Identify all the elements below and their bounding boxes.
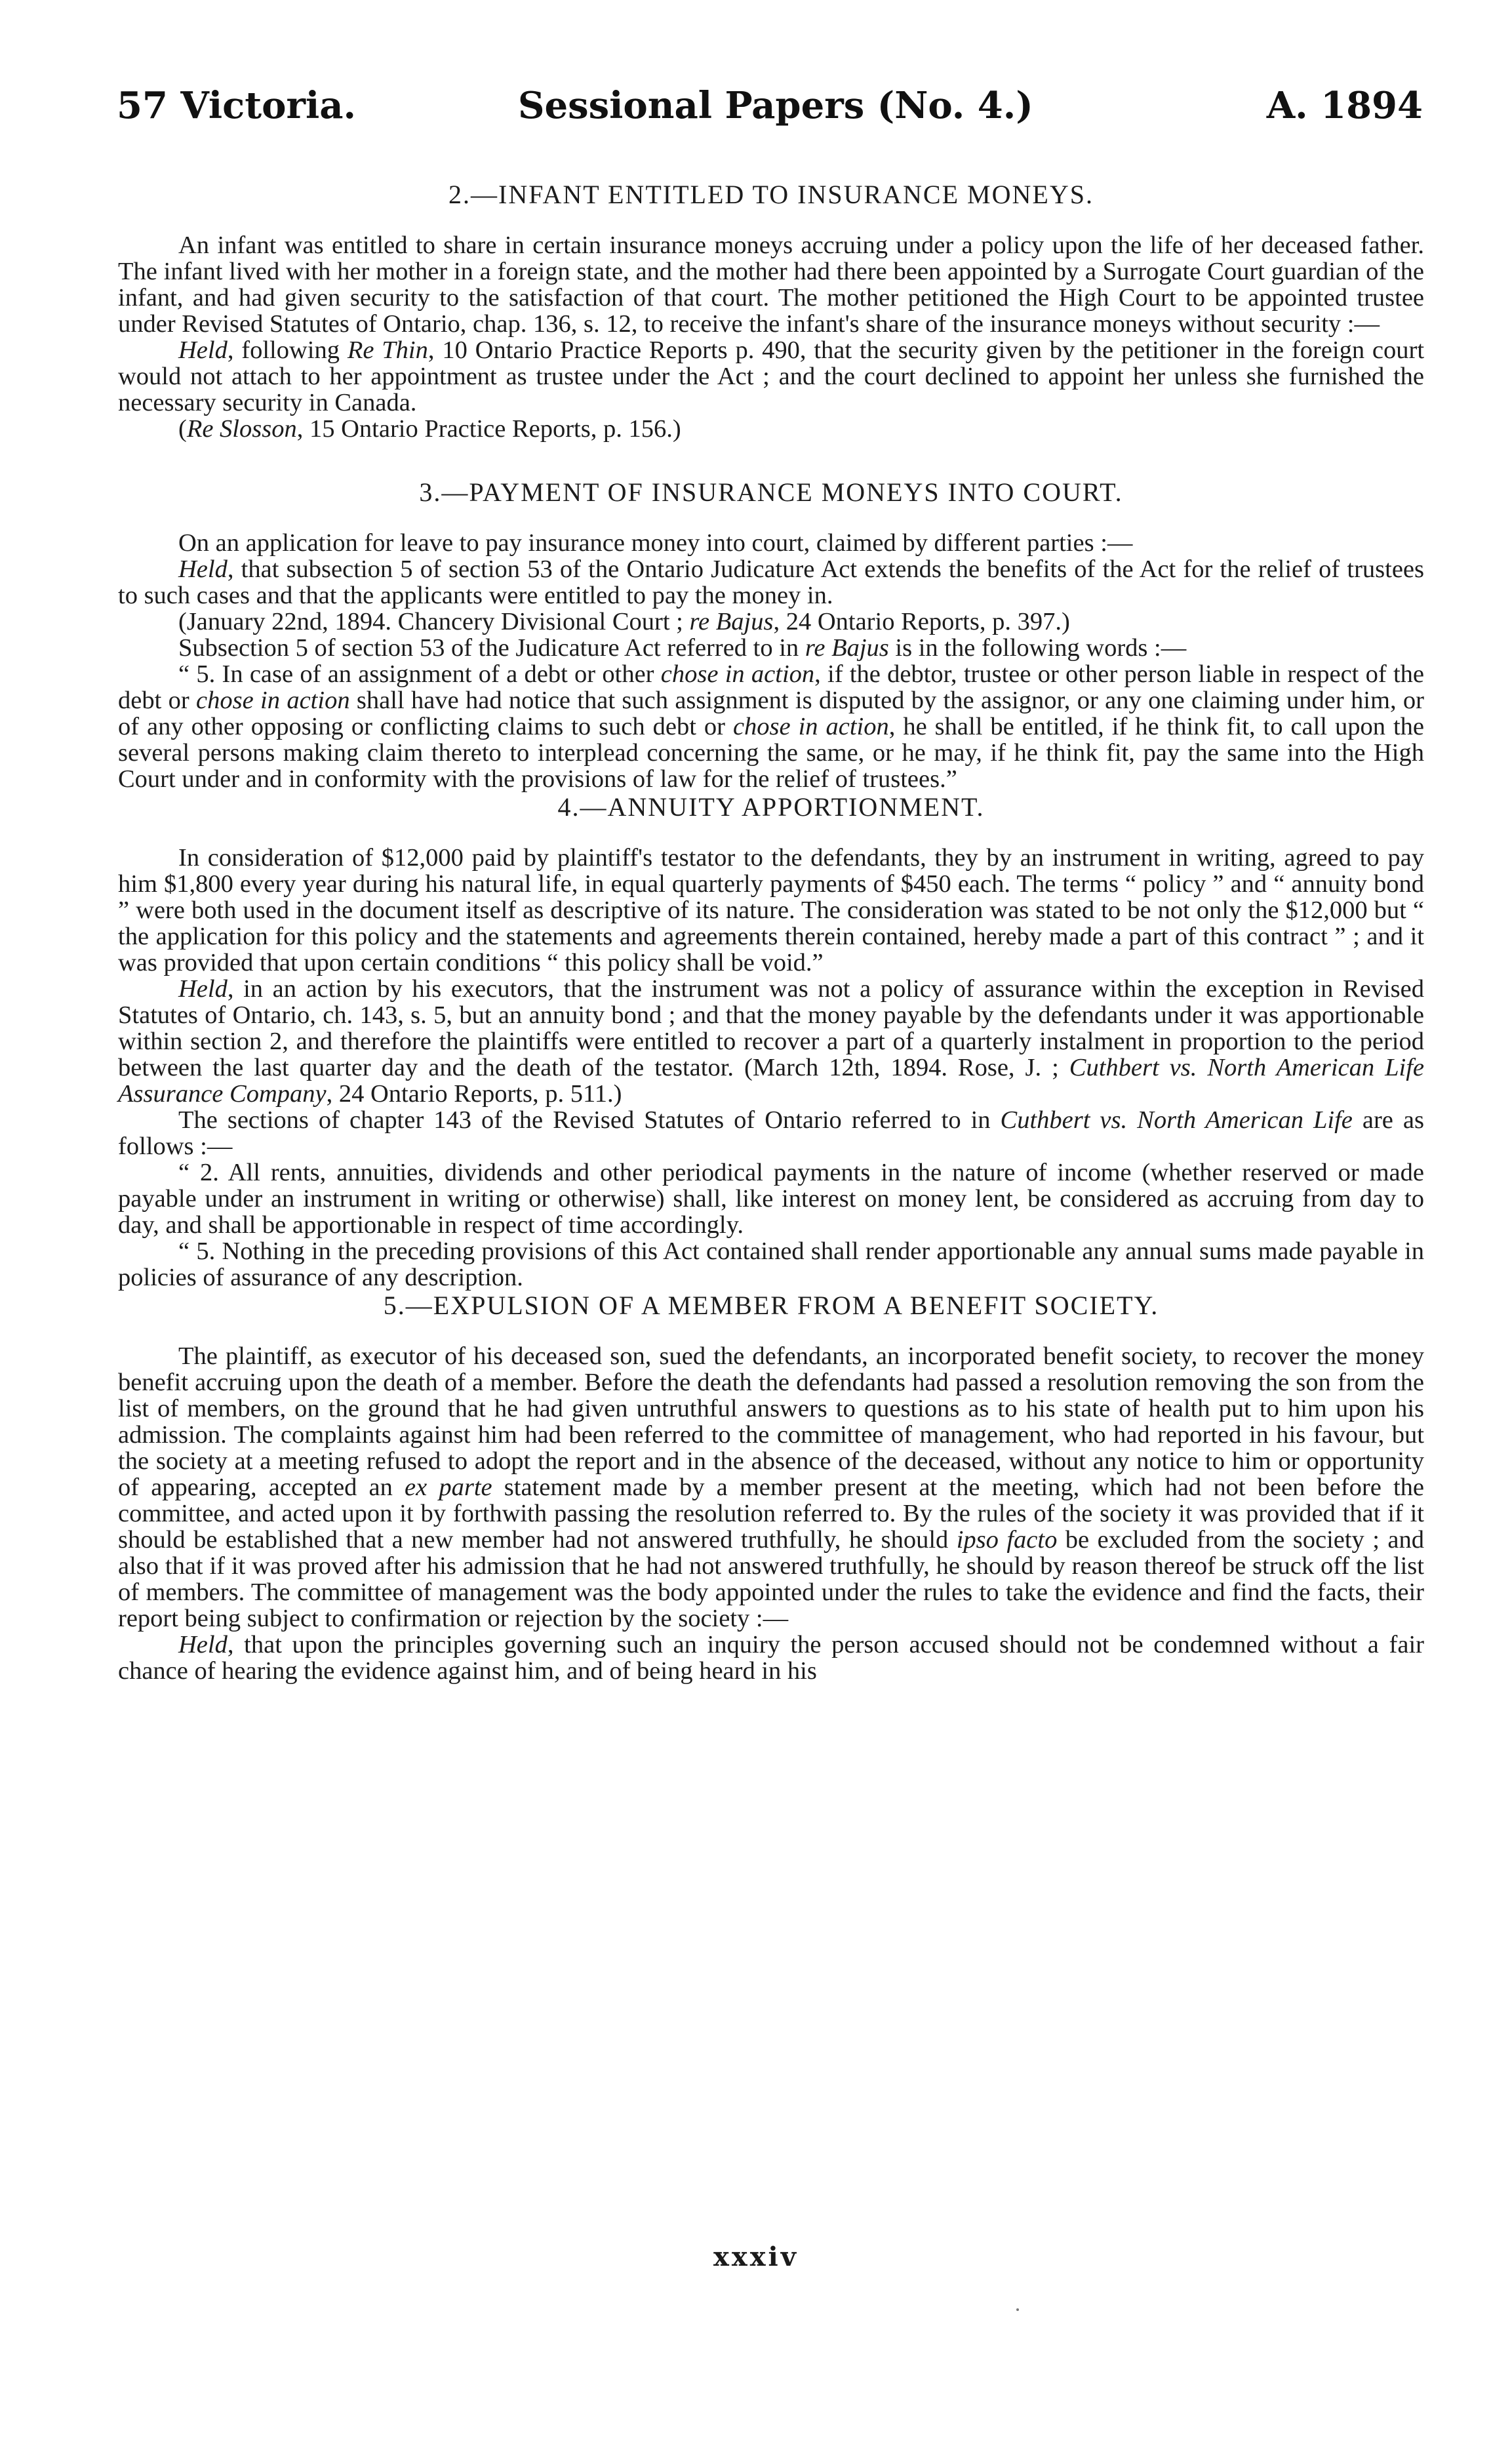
section-4-paragraph-2 [118, 976, 1424, 1107]
section-3-statute-quote [118, 661, 1424, 792]
text-run: “ 5. In case of an assignment of a debt or other [178, 660, 661, 688]
section-2-citation [118, 416, 1424, 442]
text-run: Subsection 5 of section 53 of the Judicature Act referred to in [178, 634, 805, 662]
text-run: be excluded from the society ; and also that if it was proved after his admission that he had not answered truthfully, he should by reason thereof be struck off the list of members. The committee of management was the body appointed under the rules to take the evidence and find the facts, their report being subject to confirmation or rejection by the society :— [118, 1526, 1424, 1632]
text-run: ( [178, 415, 187, 443]
section-2-paragraph-1: An infant was entitled to share in certain insurance moneys accruing under a policy upon the life of her deceased father. The infant lived with her mother in a foreign state, and the mother had there been appointed by a Surrogate Court guardian of the infant, and had given security to the satisfaction of that court. The mother petitioned the High Court to be appointed trustee under Revised Statutes of Ontario, chap. 136, s. 12, to receive the infant's share of the insurance moneys without security :— [118, 231, 1424, 338]
held-word: Held [178, 555, 228, 583]
section-4-statute-quote-2: “ 2. All rents, annuities, dividends and other periodical payments in the nature of income (whether reserved or made payable under an instrument in writing or otherwise) shall, like interest on money lent, be considered as accruing from day to day, and shall be apportionable in respect of time accordingly. [118, 1159, 1424, 1239]
text-run: , that upon the principles governing such an inquiry the person accused should not be condemned without a fair chance of hearing the evidence against him, and of being heard in his [118, 1631, 1424, 1685]
held-word: Held [178, 975, 228, 1003]
page-number: xxxiv [713, 2241, 799, 2272]
body-text [118, 176, 1424, 1684]
case-name: Re Slosson [186, 415, 297, 443]
case-name: Cuthbert vs. North American Life [1000, 1106, 1353, 1134]
latin-term: chose in action [732, 713, 889, 740]
section-heading-5: 5.—EXPULSION OF A MEMBER FROM A BENEFIT SOCIETY. [383, 1291, 1159, 1320]
section-3-paragraph-1: On an application for leave to pay insurance money into court, claimed by different parties :— [178, 529, 1133, 557]
held-word: Held [178, 1631, 228, 1658]
section-heading-4: 4.—ANNUITY APPORTIONMENT. [557, 792, 985, 822]
running-head [117, 84, 1423, 143]
text-run: is in the following words :— [888, 634, 1187, 662]
case-name: Re Thin [347, 336, 428, 364]
text-run: , following [227, 336, 348, 364]
latin-term: chose in action [196, 687, 350, 714]
held-word: Held [178, 336, 228, 364]
text-run: The plaintiff, as executor of his deceased son, sued the defendants, an incorporated benefit society, to recover the money benefit accruing upon the death of a member. Before the death the defendants had passed a resolution removing the son from the list of members, on the ground that he had given untruthful answers to questions as to his state of health put to him upon his admission. The complaints against him had been referred to the committee of management, who had reported in his favour, but the society at a meeting refused to adopt the report and in the absence of the deceased, without any notice to him or opportunity of appearing, accepted an [118, 1342, 1424, 1501]
latin-term: chose in action [660, 660, 815, 688]
text-run: , 24 Ontario Reports, p. 397.) [773, 608, 1070, 635]
latin-term: ex parte [405, 1474, 492, 1501]
header-volume: 57 Victoria. [117, 84, 357, 127]
section-2-paragraph-2 [118, 337, 1424, 416]
section-4-paragraph-3 [118, 1107, 1424, 1159]
section-4-statute-quote-5: “ 5. Nothing in the preceding provisions of this Act contained shall render apportionable any annual sums made payable in policies of assurance of any description. [118, 1237, 1424, 1291]
text-run: , if the debtor, trustee or other person liable in respect of the debt or [118, 660, 1424, 714]
case-name: Cuthbert vs. North American Life Assurance Company [118, 1054, 1424, 1108]
text-run: statement made by a member present at the meeting, which had not been before the committee, and acted upon it by forthwith passing the resolution referred to. By the rules of the society it was provided that if it should be established that a new member had not answered truthfully, he should [118, 1474, 1424, 1554]
text-run: , 10 Ontario Practice Reports p. 490, that the security given by the petitioner in the foreign court would not attach to her appointment as trustee under the Act ; and the court declined to appoint her unless she furnished the necessary security in Canada. [118, 336, 1425, 416]
section-5-paragraph-2 [118, 1632, 1424, 1684]
text-run: shall have had notice that such assignment is disputed by the assignor, or any one claiming under him, or of any other opposing or conflicting claims to such debt or [118, 687, 1424, 740]
section-heading-3: 3.—PAYMENT OF INSURANCE MONEYS INTO COURT. [419, 477, 1123, 507]
latin-term: ipso facto [956, 1526, 1058, 1554]
text-run: , 24 Ontario Reports, p. 511.) [326, 1080, 622, 1108]
case-name: re Bajus [805, 634, 889, 662]
section-heading-2: 2.—INFANT ENTITLED TO INSURANCE MONEYS. [448, 180, 1094, 209]
text-run: , that subsection 5 of section 53 of the Ontario Judicature Act extends the benefits of the Act for the relief of trustees to such cases and that the applicants were entitled to pay the money in. [118, 555, 1424, 609]
text-run: The sections of chapter 143 of the Revised Statutes of Ontario referred to in [178, 1106, 1001, 1134]
section-3-paragraph-2 [118, 556, 1424, 609]
section-3-paragraph-4 [118, 635, 1424, 661]
text-run: are as follows :— [118, 1106, 1424, 1160]
header-series: Sessional Papers (No. 4.) [518, 84, 1033, 127]
section-5-paragraph-1 [118, 1343, 1424, 1632]
section-3-citation [118, 609, 1424, 635]
text-run: , in an action by his executors, that the instrument was not a policy of assurance within the exception in Revised Statutes of Ontario, ch. 143, s. 5, but an annuity bond ; and that the money payable by the defendants under it was apportionable within section 2, and therefore the plaintiffs were entitled to recover a part of a quarterly instalment in proportion to the period between the last quarter day and the death of the testator. (March 12th, 1894. Rose, J. ; [118, 975, 1424, 1081]
section-4-paragraph-1: In consideration of $12,000 paid by plaintiff's testator to the defendants, they by an instrument in writing, agreed to pay him $1,800 every year during his natural life, in equal quarterly payments of $450 each. The terms “ policy ” and “ annuity bond ” were both used in the document itself as descriptive of its nature. The consideration was stated to be not only the $12,000 but “ the application for this policy and the statements and agreements therein contained, hereby made a part of this contract ” ; and it was provided that upon certain conditions “ this policy shall be void.” [118, 844, 1424, 976]
paper-speck [1016, 2308, 1019, 2311]
text-run: , he shall be entitled, if he think fit, to call upon the several persons making claim thereto to interplead concerning the same, or he may, if he think fit, pay the same into the High Court under and in conformity with the provisions of law for the relief of trustees.” [118, 713, 1424, 793]
text-run: , 15 Ontario Practice Reports, p. 156.) [296, 415, 681, 443]
case-name: re Bajus [689, 608, 774, 635]
text-run: (January 22nd, 1894. Chancery Divisional Court ; [178, 608, 690, 635]
header-year: A. 1894 [1266, 84, 1423, 127]
